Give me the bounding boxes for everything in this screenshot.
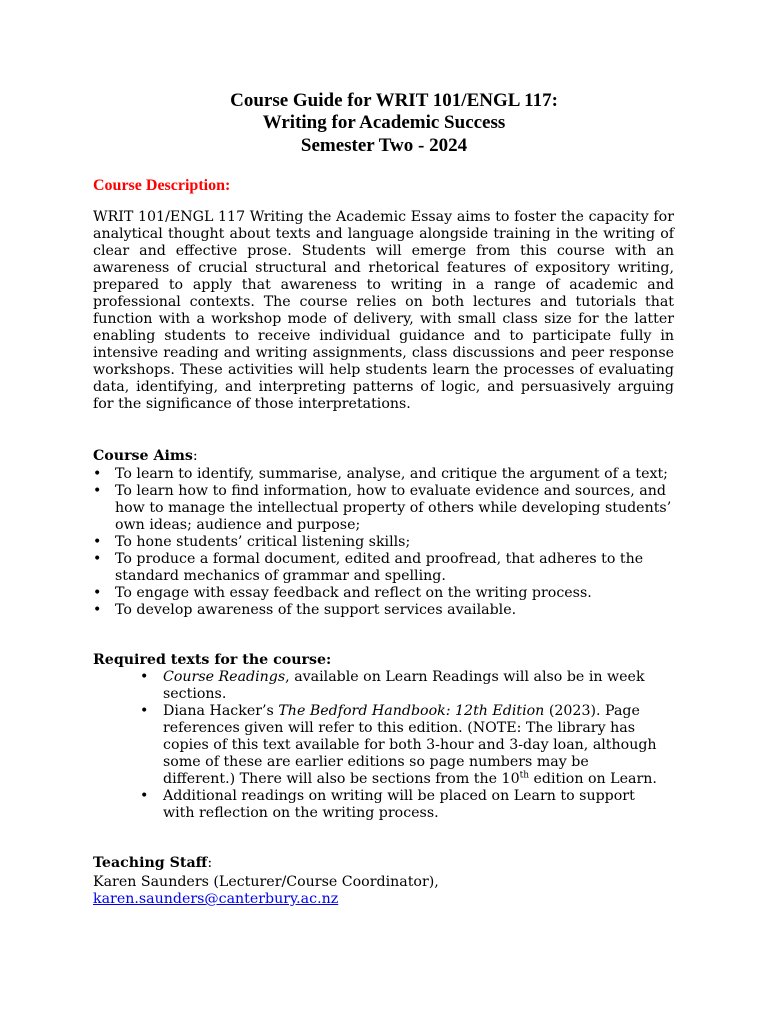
handbook-note: (2023). Page references given will refer to this edition. (NOTE: The library has copies of this text available for both 3-hour and 3-day loan, although some of these are earlier editions so page numbers may be different.) There will also be sections from the 10 bbox=[163, 703, 657, 787]
list-item: • To develop awareness of the support services available. bbox=[93, 602, 678, 619]
course-readings-note: , available on Learn Readings will also be in week sections. bbox=[163, 669, 645, 702]
required-texts-list bbox=[140, 669, 660, 822]
list-item: • To hone students’ critical listening skills; bbox=[93, 534, 678, 551]
staff-name: Karen Saunders (Lecturer/Course Coordinator), bbox=[93, 874, 439, 890]
ordinal-superscript: th bbox=[519, 770, 530, 781]
course-description-body bbox=[93, 209, 674, 413]
list-item-additional-readings: • Additional readings on writing will be placed on Learn to support with reflection on the writing process. bbox=[140, 788, 660, 822]
course-aims-heading-colon: : bbox=[192, 448, 198, 464]
teaching-staff-heading-text: Teaching Staff bbox=[93, 855, 208, 871]
title-line-course-name: Writing for Academic Success bbox=[262, 112, 506, 133]
list-item: • To learn how to find information, how to evaluate evidence and sources, and how to manage the intellectual property of others while developing students’ own ideas; audience and purpose; bbox=[93, 483, 678, 534]
handbook-title: The Bedford Handbook: 12th Edition bbox=[278, 703, 545, 719]
course-description-text: WRIT 101/ENGL 117 Writing the Academic Essay aims to foster the capacity for analytical thought about texts and language alongside training in the writing of clear and effective prose. Students will emerge from this course with an awareness of crucial structural and rhetorical features of expository writing, prepared to apply that awareness to writing in a range of academic and professional contexts. The course relies on both lectures and tutorials that function with a workshop mode of delivery, with small class size for the latter enabling students to receive individual guidance and to participate fully in intensive reading and writing assignments, class discussions and peer response workshops. These activities will help students learn the processes of evaluating data, identifying, and interpreting patterns of logic, and persuasively arguing for the significance of those interpretations. bbox=[93, 209, 674, 412]
teaching-staff-heading bbox=[93, 855, 212, 871]
list-item-bedford-handbook bbox=[140, 703, 660, 788]
handbook-author: Diana Hacker’s bbox=[163, 703, 279, 719]
course-description-heading: Course Description: bbox=[93, 177, 231, 194]
list-item-course-readings bbox=[140, 669, 660, 703]
required-texts-heading: Required texts for the course: bbox=[93, 652, 332, 668]
course-aims-heading bbox=[93, 448, 198, 464]
list-item: • To engage with essay feedback and reflect on the writing process. bbox=[93, 585, 678, 602]
list-item: • To learn to identify, summarise, analyse, and critique the argument of a text; bbox=[93, 466, 678, 483]
list-item: • To produce a formal document, edited and proofread, that adheres to the standard mechanics of grammar and spelling. bbox=[93, 551, 678, 585]
staff-email-link[interactable]: karen.saunders@canterbury.ac.nz bbox=[93, 891, 339, 907]
course-aims-heading-text: Course Aims bbox=[93, 448, 193, 464]
title-line-course-guide: Course Guide for WRIT 101/ENGL 117: bbox=[230, 90, 558, 111]
teaching-staff-details bbox=[93, 874, 439, 908]
handbook-note-tail: edition on Learn. bbox=[529, 771, 657, 787]
teaching-staff-heading-colon: : bbox=[207, 855, 213, 871]
title-line-semester: Semester Two - 2024 bbox=[300, 135, 468, 156]
course-readings-title: Course Readings bbox=[163, 669, 286, 685]
course-aims-list bbox=[93, 466, 678, 619]
